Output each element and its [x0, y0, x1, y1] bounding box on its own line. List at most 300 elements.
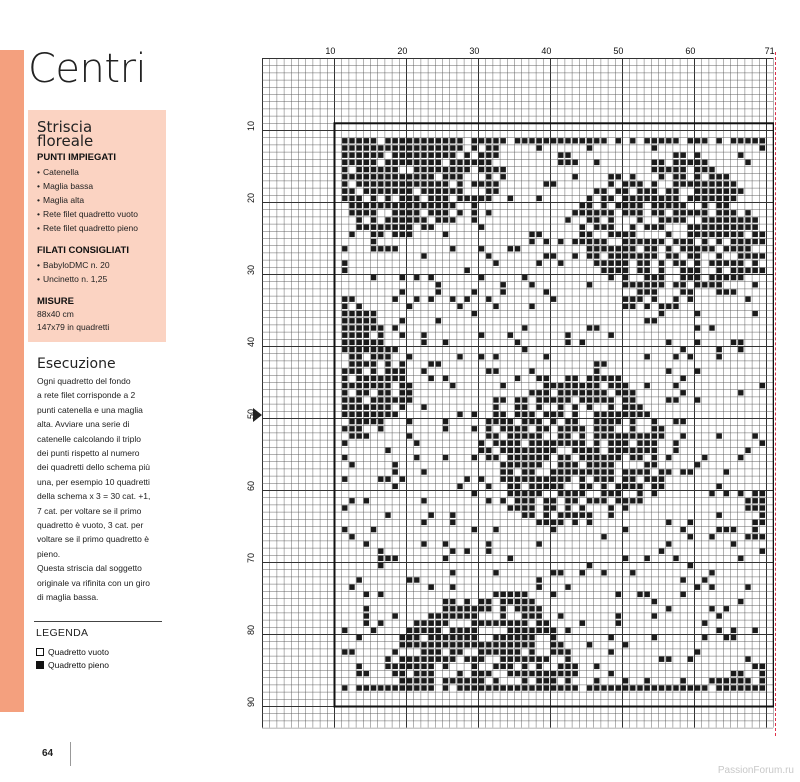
legend-filled: [36, 660, 109, 670]
filled-cell: [637, 469, 642, 474]
filled-cell: [443, 635, 448, 640]
filled-cell: [688, 246, 693, 251]
filled-cell: [558, 405, 563, 410]
filled-cell: [486, 649, 491, 654]
filled-cell: [349, 419, 354, 424]
filled-cell: [457, 160, 462, 165]
filled-cell: [407, 225, 412, 230]
filled-cell: [429, 664, 434, 669]
filled-cell: [436, 160, 441, 165]
filled-cell: [342, 297, 347, 302]
filled-cell: [666, 541, 671, 546]
filled-cell: [436, 153, 441, 158]
filled-cell: [537, 685, 542, 690]
filled-cell: [544, 657, 549, 662]
filled-cell: [508, 455, 513, 460]
filled-cell: [558, 383, 563, 388]
filled-cell: [630, 239, 635, 244]
filled-cell: [371, 354, 376, 359]
filled-cell: [529, 628, 534, 633]
filled-cell: [702, 455, 707, 460]
filled-cell: [421, 189, 426, 194]
filled-cell: [594, 189, 599, 194]
filled-cell: [731, 239, 736, 244]
filled-cell: [342, 347, 347, 352]
list-item: • Uncinetto n. 1,25: [37, 272, 158, 286]
filled-cell: [652, 160, 657, 165]
filled-cell: [601, 469, 606, 474]
filled-cell: [529, 685, 534, 690]
filled-cell: [587, 469, 592, 474]
filled-cell: [637, 261, 642, 266]
filled-cell: [731, 138, 736, 143]
filled-cell: [630, 181, 635, 186]
filled-cell: [623, 484, 628, 489]
filled-cell: [472, 664, 477, 669]
filled-cell: [681, 577, 686, 582]
filled-cell: [429, 685, 434, 690]
filled-cell: [565, 678, 570, 683]
filled-cell: [501, 383, 506, 388]
filled-cell: [551, 592, 556, 597]
filled-cell: [349, 318, 354, 323]
filled-cell: [529, 513, 534, 518]
filled-cell: [601, 239, 606, 244]
filled-cell: [760, 239, 765, 244]
filled-cell: [522, 599, 527, 604]
filled-cell: [738, 390, 743, 395]
filled-cell: [544, 426, 549, 431]
filled-cell: [479, 275, 484, 280]
filled-cell: [681, 160, 686, 165]
filled-cell: [630, 232, 635, 237]
filled-cell: [429, 671, 434, 676]
filled-cell: [673, 153, 678, 158]
filled-cell: [594, 462, 599, 467]
filled-cell: [515, 642, 520, 647]
filled-cell: [400, 477, 405, 482]
filled-cell: [515, 592, 520, 597]
filled-cell: [558, 455, 563, 460]
filled-cell: [709, 196, 714, 201]
filled-cell: [652, 145, 657, 150]
filled-cell: [443, 189, 448, 194]
filled-cell: [681, 282, 686, 287]
filled-cell: [414, 210, 419, 215]
filled-cell: [637, 210, 642, 215]
filled-cell: [601, 491, 606, 496]
filled-cell: [349, 369, 354, 374]
filled-cell: [573, 462, 578, 467]
filled-cell: [609, 685, 614, 690]
filled-cell: [702, 246, 707, 251]
filled-cell: [551, 527, 556, 532]
filled-cell: [493, 189, 498, 194]
filled-cell: [457, 174, 462, 179]
filled-cell: [342, 477, 347, 482]
filled-cell: [472, 685, 477, 690]
filled-cell: [580, 383, 585, 388]
filled-cell: [342, 628, 347, 633]
filled-cell: [717, 217, 722, 222]
filled-cell: [385, 174, 390, 179]
filled-cell: [357, 145, 362, 150]
filled-cell: [371, 239, 376, 244]
filled-cell: [594, 419, 599, 424]
filled-cell: [565, 477, 570, 482]
filled-cell: [522, 405, 527, 410]
filled-cell: [342, 685, 347, 690]
filled-cell: [724, 527, 729, 532]
filled-cell: [681, 347, 686, 352]
filled-cell: [349, 498, 354, 503]
filled-cell: [515, 657, 520, 662]
filled-cell: [673, 210, 678, 215]
filled-cell: [616, 383, 621, 388]
filled-cell: [385, 354, 390, 359]
filled-cell: [587, 253, 592, 258]
filled-cell: [565, 217, 570, 222]
filled-cell: [357, 304, 362, 309]
filled-cell: [580, 484, 585, 489]
filled-cell: [493, 649, 498, 654]
filled-cell: [594, 455, 599, 460]
filled-cell: [709, 232, 714, 237]
filled-cell: [357, 419, 362, 424]
filled-cell: [558, 671, 563, 676]
filled-cell: [421, 181, 426, 186]
filled-cell: [630, 246, 635, 251]
filled-cell: [450, 138, 455, 143]
filled-cell: [688, 563, 693, 568]
filled-cell: [709, 678, 714, 683]
execution-title: Esecuzione: [37, 356, 116, 372]
filled-cell: [522, 671, 527, 676]
filled-cell: [407, 145, 412, 150]
filled-cell: [745, 225, 750, 230]
filled-cell: [601, 376, 606, 381]
filled-cell: [479, 181, 484, 186]
filled-cell: [537, 376, 542, 381]
filled-cell: [616, 613, 621, 618]
filled-cell: [400, 210, 405, 215]
filled-cell: [486, 419, 491, 424]
filled-cell: [573, 671, 578, 676]
filled-cell: [479, 354, 484, 359]
execution-text: Ogni quadretto del fondo a rete filet corrisponde a 2 punti catenella e una maglia alta. Avviare una serie di catenelle calcolando il triplo dei punti rispetto al numero dei quadretti dello schema più una, per esempio 10 quadretti della schema x 3 = 30 cat. +1, 7 cat. per voltare se il primo quadretto è vuoto, 3 cat. per voltare se il primo quadretto è pieno. Questa striscia dal soggetto originale va rifinita con un giro di maglia bassa.: [37, 376, 151, 603]
filled-cell: [558, 433, 563, 438]
filled-cell: [681, 239, 686, 244]
filled-cell: [652, 318, 657, 323]
filled-cell: [393, 556, 398, 561]
filled-cell: [659, 210, 664, 215]
filled-cell: [429, 145, 434, 150]
filled-cell: [551, 642, 556, 647]
stitches-list: [37, 165, 158, 235]
filled-cell: [450, 635, 455, 640]
filled-cell: [349, 196, 354, 201]
filled-cell: [486, 167, 491, 172]
filled-cell: [501, 649, 506, 654]
filled-cell: [673, 174, 678, 179]
filled-cell: [364, 318, 369, 323]
filled-cell: [594, 685, 599, 690]
filled-cell: [565, 390, 570, 395]
filled-cell: [443, 174, 448, 179]
filled-cell: [637, 685, 642, 690]
filled-cell: [400, 138, 405, 143]
filled-cell: [580, 426, 585, 431]
filled-cell: [393, 246, 398, 251]
filled-cell: [400, 153, 405, 158]
filled-cell: [537, 232, 542, 237]
filled-cell: [623, 210, 628, 215]
row-number: 30: [246, 265, 257, 276]
filled-cell: [529, 304, 534, 309]
filled-cell: [673, 441, 678, 446]
filled-cell: [508, 657, 513, 662]
filled-cell: [378, 592, 383, 597]
filled-cell: [753, 225, 758, 230]
filled-cell: [479, 138, 484, 143]
filled-cell: [544, 685, 549, 690]
filled-cell: [421, 628, 426, 633]
filled-cell: [681, 210, 686, 215]
filled-cell: [551, 397, 556, 402]
filled-cell: [537, 678, 542, 683]
filled-cell: [695, 397, 700, 402]
filled-cell: [558, 441, 563, 446]
filled-cell: [429, 621, 434, 626]
filled-cell: [681, 181, 686, 186]
filled-cell: [371, 275, 376, 280]
filled-cell: [551, 628, 556, 633]
filled-cell: [486, 541, 491, 546]
filled-cell: [364, 160, 369, 165]
filled-cell: [594, 261, 599, 266]
filled-cell: [465, 599, 470, 604]
filled-cell: [450, 174, 455, 179]
filled-cell: [400, 145, 405, 150]
filled-cell: [587, 246, 592, 251]
list-item: • BabyloDMC n. 20: [37, 258, 158, 272]
filled-cell: [371, 138, 376, 143]
filled-cell: [630, 685, 635, 690]
list-item: • Rete filet quadretto vuoto: [37, 207, 158, 221]
filled-cell: [565, 664, 570, 669]
filled-cell: [400, 383, 405, 388]
filled-cell: [616, 232, 621, 237]
filled-cell: [652, 441, 657, 446]
filled-cell: [673, 181, 678, 186]
filled-cell: [709, 246, 714, 251]
legend-empty: [36, 647, 109, 657]
filled-cell: [695, 685, 700, 690]
filled-cell: [673, 203, 678, 208]
filled-cell: [501, 426, 506, 431]
filled-cell: [551, 477, 556, 482]
filled-cell: [637, 455, 642, 460]
filled-cell: [357, 347, 362, 352]
filled-cell: [616, 419, 621, 424]
page-number: 64: [42, 748, 54, 759]
filled-cell: [414, 275, 419, 280]
filled-cell: [400, 160, 405, 165]
filled-cell: [688, 685, 693, 690]
filled-cell: [688, 196, 693, 201]
filled-cell: [501, 613, 506, 618]
filled-cell: [702, 621, 707, 626]
filled-cell: [421, 145, 426, 150]
filled-cell: [486, 455, 491, 460]
filled-cell: [637, 498, 642, 503]
filled-cell: [457, 138, 462, 143]
filled-cell: [738, 671, 743, 676]
filled-cell: [342, 167, 347, 172]
filled-cell: [681, 419, 686, 424]
filled-cell: [378, 153, 383, 158]
filled-cell: [349, 145, 354, 150]
filled-cell: [551, 498, 556, 503]
filled-cell: [486, 549, 491, 554]
filled-cell: [364, 340, 369, 345]
filled-cell: [609, 448, 614, 453]
filled-cell: [709, 325, 714, 330]
filled-cell: [601, 433, 606, 438]
filled-cell: [688, 297, 693, 302]
filled-cell: [450, 570, 455, 575]
filled-cell: [724, 261, 729, 266]
filled-cell: [673, 448, 678, 453]
filled-cell: [544, 397, 549, 402]
filled-cell: [357, 196, 362, 201]
filled-cell: [493, 354, 498, 359]
filled-cell: [400, 369, 405, 374]
filled-cell: [450, 297, 455, 302]
filled-cell: [364, 405, 369, 410]
filled-cell: [537, 390, 542, 395]
filled-cell: [681, 153, 686, 158]
filled-cell: [349, 412, 354, 417]
filled-cell: [666, 246, 671, 251]
filled-cell: [565, 505, 570, 510]
filled-cell: [760, 520, 765, 525]
filled-cell: [738, 239, 743, 244]
filled-cell: [407, 635, 412, 640]
column-number: 50: [613, 46, 624, 56]
filled-cell: [501, 174, 506, 179]
filled-cell: [695, 585, 700, 590]
row-number: 40: [246, 337, 257, 348]
filled-cell: [652, 225, 657, 230]
filled-cell: [724, 196, 729, 201]
filled-cell: [407, 196, 412, 201]
filled-cell: [659, 217, 664, 222]
filled-cell: [760, 534, 765, 539]
filled-cell: [616, 491, 621, 496]
filled-cell: [609, 412, 614, 417]
filled-cell: [486, 369, 491, 374]
filled-cell: [717, 433, 722, 438]
filled-cell: [529, 448, 534, 453]
filled-cell: [652, 484, 657, 489]
filled-cell: [623, 397, 628, 402]
filled-cell: [558, 412, 563, 417]
filled-cell: [745, 505, 750, 510]
filled-cell: [421, 174, 426, 179]
filled-cell: [472, 289, 477, 294]
filled-cell: [414, 196, 419, 201]
filled-cell: [551, 383, 556, 388]
filled-cell: [630, 433, 635, 438]
filled-cell: [652, 455, 657, 460]
filled-cell: [486, 433, 491, 438]
filled-cell: [364, 541, 369, 546]
filled-cell: [501, 642, 506, 647]
filled-cell: [486, 160, 491, 165]
row-number: 60: [246, 481, 257, 492]
filled-cell: [371, 217, 376, 222]
filled-cell: [594, 498, 599, 503]
filled-cell: [465, 613, 470, 618]
filled-cell: [349, 232, 354, 237]
filled-cell: [508, 491, 513, 496]
filled-cell: [565, 419, 570, 424]
filled-cell: [544, 239, 549, 244]
filled-cell: [753, 685, 758, 690]
filled-cell: [429, 513, 434, 518]
filled-cell: [400, 678, 405, 683]
filled-cell: [645, 261, 650, 266]
filled-cell: [673, 167, 678, 172]
filled-cell: [637, 268, 642, 273]
filled-cell: [357, 153, 362, 158]
filled-cell: [609, 246, 614, 251]
filled-cell: [371, 318, 376, 323]
filled-cell: [594, 253, 599, 258]
filled-cell: [537, 671, 542, 676]
filled-cell: [400, 217, 405, 222]
filled-cell: [738, 217, 743, 222]
filled-cell: [357, 318, 362, 323]
filled-cell: [465, 549, 470, 554]
filled-cell: [565, 649, 570, 654]
filled-cell: [508, 685, 513, 690]
filled-cell: [724, 491, 729, 496]
column-number: 10: [325, 46, 336, 56]
filled-cell: [609, 635, 614, 640]
filled-cell: [717, 354, 722, 359]
filled-cell: [645, 239, 650, 244]
filled-cell: [537, 196, 542, 201]
filled-cell: [551, 138, 556, 143]
filled-cell: [745, 138, 750, 143]
filled-cell: [688, 181, 693, 186]
filled-cell: [565, 340, 570, 345]
filled-cell: [479, 448, 484, 453]
filled-cell: [623, 261, 628, 266]
filled-cell: [349, 405, 354, 410]
filled-cell: [493, 433, 498, 438]
filled-cell: [630, 455, 635, 460]
filled-cell: [695, 261, 700, 266]
filled-cell: [393, 225, 398, 230]
filled-cell: [436, 203, 441, 208]
filled-cell: [709, 225, 714, 230]
filled-cell: [580, 455, 585, 460]
filled-cell: [364, 412, 369, 417]
filled-cell: [601, 189, 606, 194]
